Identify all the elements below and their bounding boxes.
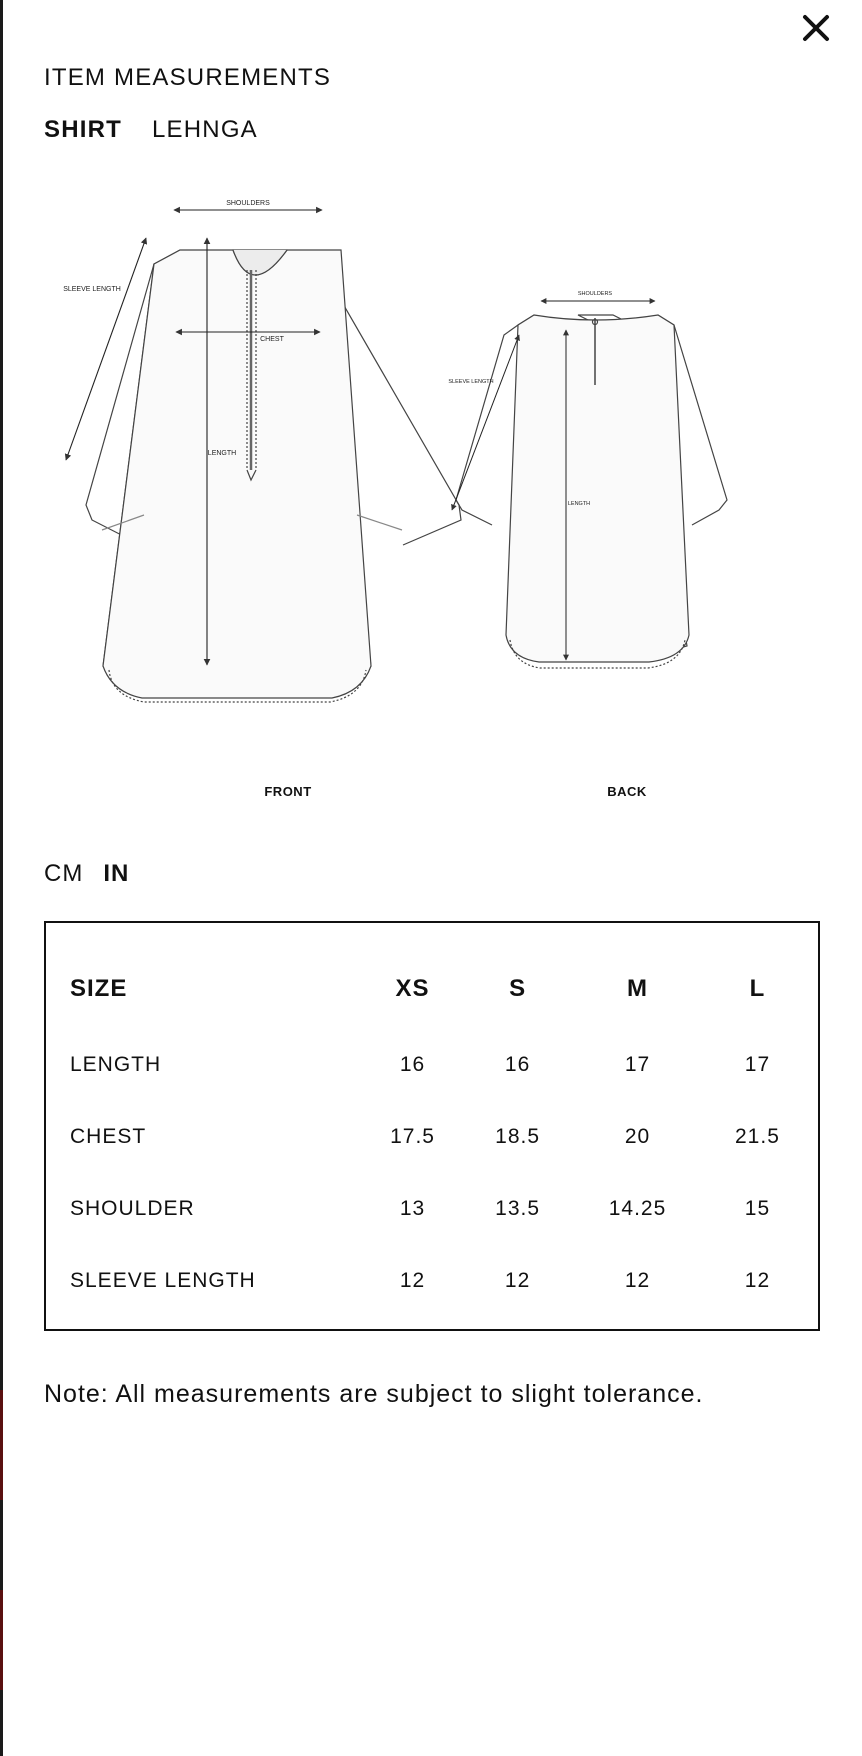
close-button[interactable] — [798, 10, 834, 46]
tab-shirt[interactable]: SHIRT — [44, 116, 122, 143]
unit-toggle — [44, 860, 129, 888]
measurement-diagram — [44, 170, 822, 830]
header-s: S — [509, 975, 527, 1002]
front-shirt-illustration — [86, 250, 461, 702]
table-cell: 17.5 — [390, 1125, 435, 1148]
table-row — [70, 1029, 810, 1101]
front-label-chest: CHEST — [260, 336, 284, 343]
header-m: M — [627, 975, 648, 1002]
background-image-edge — [0, 1390, 3, 1500]
background-image-edge — [0, 1590, 3, 1690]
panel-title: ITEM MEASUREMENTS — [44, 64, 332, 91]
back-label-length: LENGTH — [567, 501, 591, 507]
table-cell: 16 — [504, 1053, 531, 1076]
table-cell: 13.5 — [495, 1197, 541, 1220]
table-cell: 12 — [399, 1269, 426, 1292]
table-cell: 20 — [624, 1125, 651, 1148]
table-cell: 16 — [399, 1053, 426, 1076]
front-label-sleeve-length: SLEEVE LENGTH — [63, 286, 121, 293]
size-chart — [44, 921, 820, 1331]
header-size: SIZE — [70, 975, 128, 1002]
tab-lehnga[interactable]: LEHNGA — [152, 116, 258, 143]
table-cell: 12 — [504, 1269, 531, 1292]
table-cell: 15 — [744, 1197, 771, 1220]
table-header-row — [70, 949, 810, 1029]
unit-in[interactable]: IN — [103, 860, 130, 887]
table-row — [70, 1101, 810, 1173]
row-label: SHOULDER — [70, 1197, 195, 1220]
front-label-shoulders: SHOULDERS — [226, 200, 270, 207]
table-cell: 21.5 — [735, 1125, 780, 1148]
back-shirt-illustration — [456, 315, 727, 668]
table-cell: 18.5 — [495, 1125, 541, 1148]
row-label: SLEEVE LENGTH — [70, 1269, 256, 1292]
table-cell: 12 — [744, 1269, 771, 1292]
front-label-length: LENGTH — [207, 450, 237, 457]
close-icon[interactable] — [801, 13, 831, 43]
back-caption: BACK — [607, 784, 647, 799]
table-cell: 12 — [624, 1269, 651, 1292]
back-label-shoulders: SHOULDERS — [577, 291, 613, 297]
table-cell: 17 — [744, 1053, 771, 1076]
unit-cm[interactable]: CM — [44, 860, 84, 887]
table-row — [70, 1245, 810, 1317]
size-table — [70, 949, 810, 1317]
back-sleeve-line — [452, 335, 519, 510]
table-cell: 14.25 — [608, 1197, 667, 1220]
header-l: L — [749, 975, 766, 1002]
row-label: CHEST — [70, 1125, 147, 1148]
front-caption: FRONT — [264, 784, 312, 799]
row-label: LENGTH — [70, 1053, 162, 1076]
tolerance-note: Note: All measurements are subject to slight tolerance. — [44, 1380, 704, 1408]
back-label-sleeve-length: SLEEVE LENGTH — [448, 379, 494, 385]
table-cell: 17 — [624, 1053, 651, 1076]
header-xs: XS — [395, 975, 430, 1002]
table-row — [70, 1173, 810, 1245]
table-cell: 13 — [399, 1197, 426, 1220]
garment-tabs — [44, 116, 258, 144]
